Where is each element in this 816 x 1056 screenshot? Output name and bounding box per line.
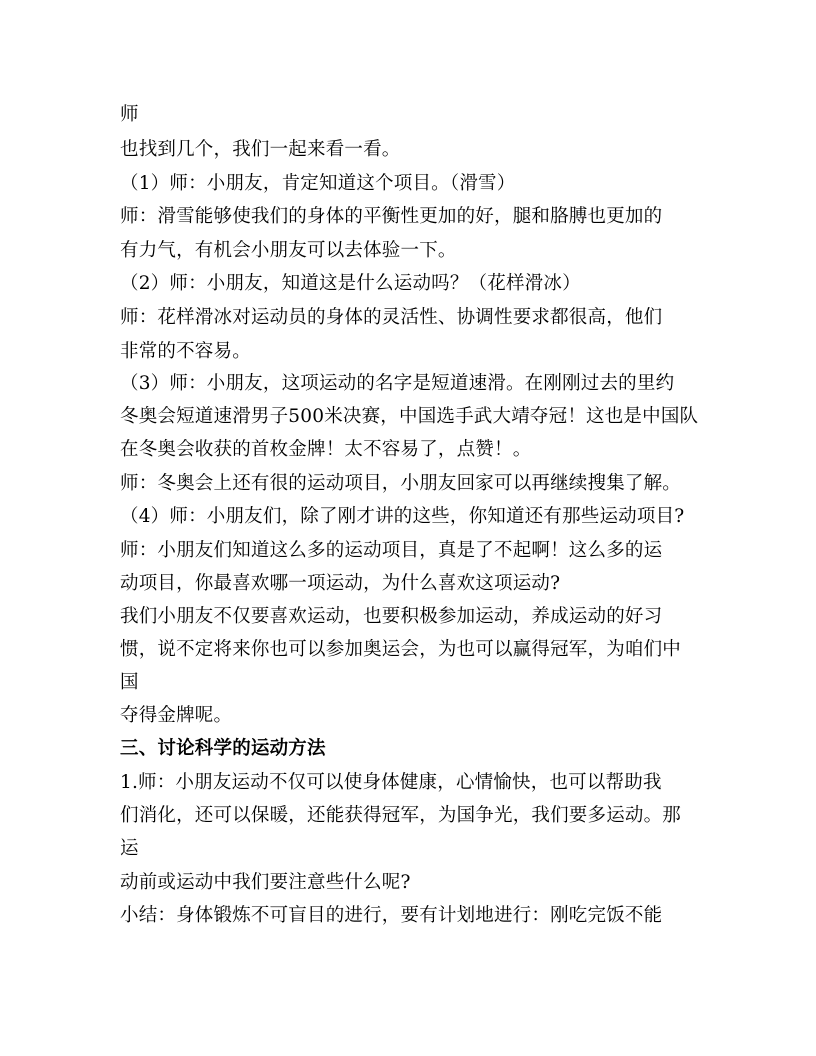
text-line: （2）师：小朋友，知道这是什么运动吗？（花样滑冰）: [120, 273, 581, 294]
section-heading: 三、讨论科学的运动方法: [120, 738, 326, 759]
text-line: 师：花样滑冰对运动员的身体的灵活性、协调性要求都很高，他们: [120, 307, 663, 328]
text-line: 们消化，还可以保暖，还能获得冠军，为国争光，我们要多运动。那: [120, 805, 682, 826]
text-line: （1）师：小朋友，肯定知道这个项目。（滑雪）: [120, 173, 516, 194]
text-line: 师：小朋友们知道这么多的运动项目，真是了不起啊！这么多的运: [120, 540, 663, 561]
text-line: 夺得金牌呢。: [120, 705, 233, 726]
text-line: 动前或运动中我们要注意些什么呢?: [120, 872, 411, 893]
text-line: 1.师：小朋友运动不仅可以使身体健康，心情愉快，也可以帮助我: [120, 772, 662, 793]
text-line: （3）师：小朋友，这项运动的名字是短道速滑。在刚刚过去的里约: [120, 373, 675, 394]
text-line: 有力气，有机会小朋友可以去体验一下。: [120, 240, 457, 261]
text-line: 我们小朋友不仅要喜欢运动，也要积极参加运动，养成运动的好习: [120, 606, 663, 627]
text-line: 小结：身体锻炼不可盲目的进行，要有计划地进行：刚吃完饭不能: [120, 905, 663, 926]
text-line: 冬奥会短道速滑男子500米决赛，中国选手武大靖夺冠！这也是中国队: [120, 406, 699, 427]
text-line: 师：滑雪能够使我们的身体的平衡性更加的好，腿和胳膊也更加的: [120, 206, 663, 227]
text-line: 在冬奥会收获的首枚金牌！太不容易了，点赞！。: [120, 439, 532, 460]
text-line: 动项目，你最喜欢哪一项运动，为什么喜欢这项运动?: [120, 573, 561, 594]
text-line: （4）师：小朋友们，除了刚才讲的这些，你知道还有那些运动项目?: [120, 506, 685, 527]
text-line: 也找到几个，我们一起来看一看。: [120, 139, 401, 160]
text-line: 师：冬奥会上还有很的运动项目，小朋友回家可以再继续搜集了解。: [120, 473, 682, 494]
text-line: 非常的不容易。: [120, 341, 251, 362]
text-line: 师: [120, 104, 139, 125]
text-line: 国: [120, 672, 139, 693]
text-line: 运: [120, 838, 139, 859]
text-line: 惯，说不定将来你也可以参加奥运会，为也可以赢得冠军，为咱们中: [120, 639, 682, 660]
